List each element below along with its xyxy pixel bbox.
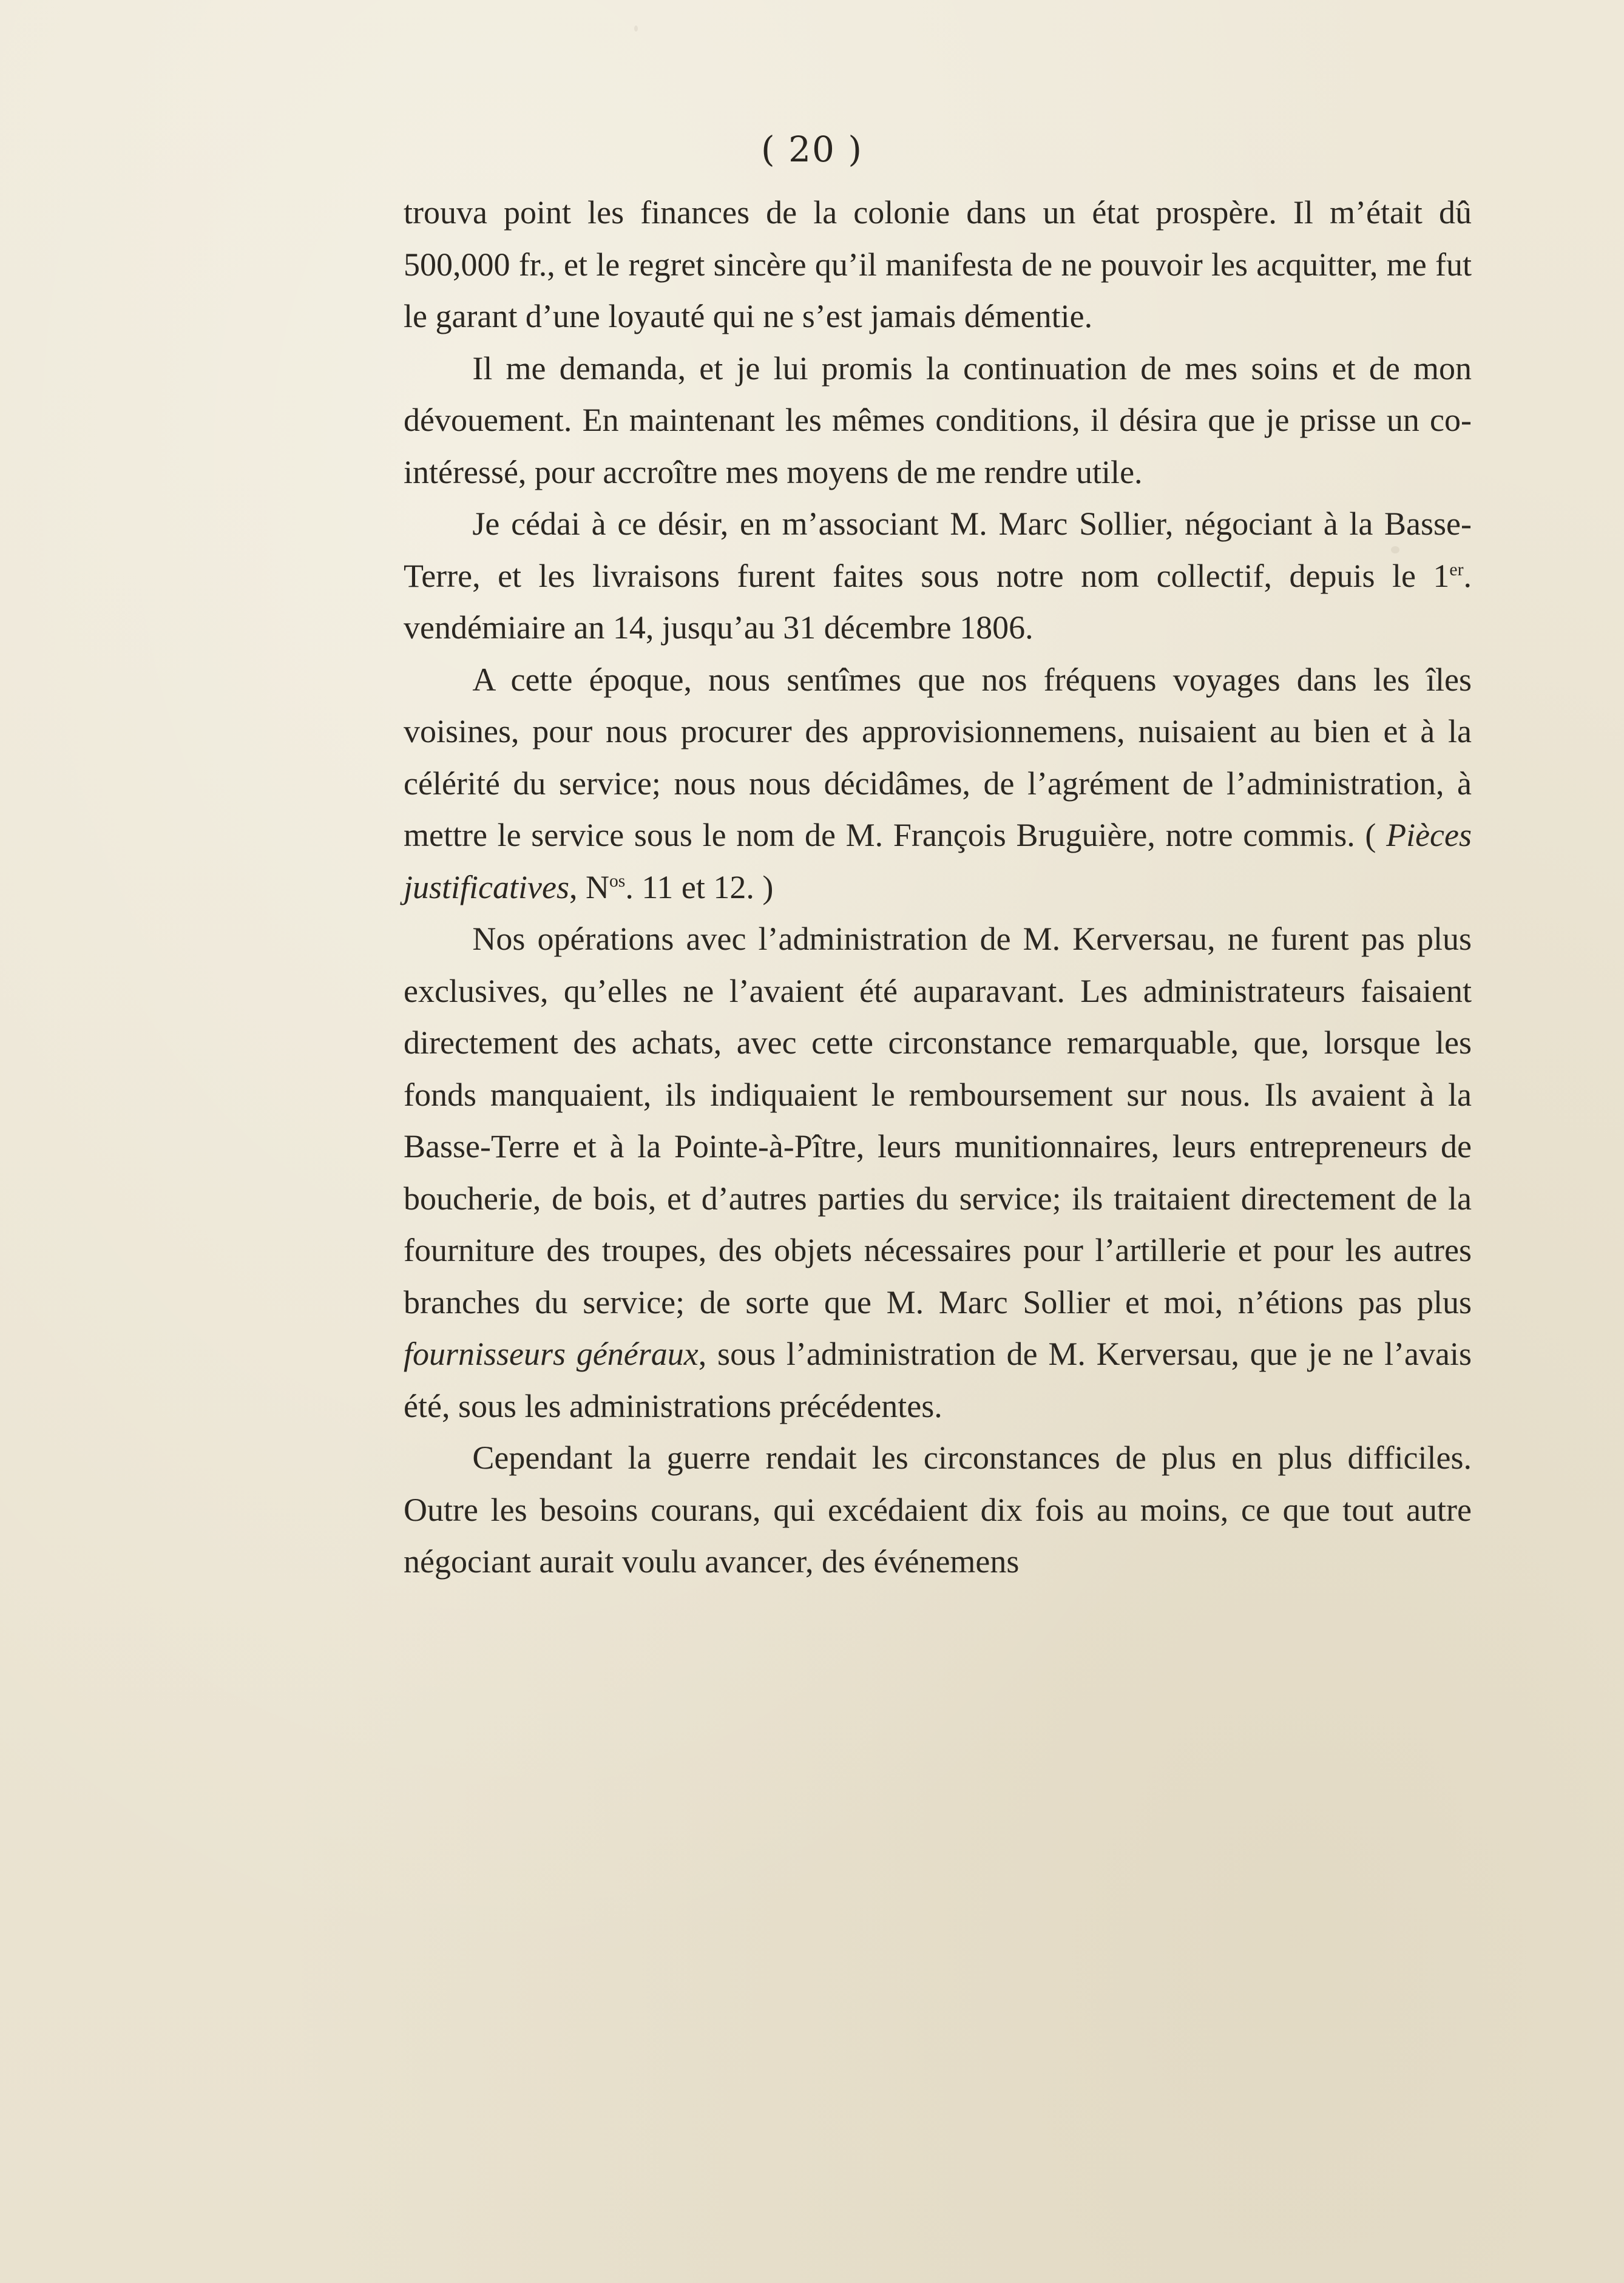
paragraph [404, 1432, 1472, 1588]
text-run: Je cédai à ce désir, en m’associant M. Marc Sollier, négociant à la Basse-Terre, et les livraisons furent faites sous notre nom collectif, depuis le 1 [404, 506, 1472, 594]
text-run: , sous l’administration de M. Kerversau, que je ne l’avais été, sous les administrations précédentes. [404, 1336, 1472, 1424]
text-run: . 11 et 12. ) [625, 868, 774, 905]
italic-phrase: fournisseurs généraux [404, 1336, 699, 1372]
text-run: , N [569, 868, 609, 905]
text-run: Il me demanda, et je lui promis la continuation de mes soins et de mon dévouement. En maintenant les mêmes conditions, il désira que je prisse un co-intéressé, pour accroître mes moyens de me rendre utile. [404, 350, 1472, 490]
paragraph [404, 187, 1472, 343]
text-run: Nos opérations avec l’administration de M. Kerversau, ne furent pas plus exclusives, qu’elles ne l’avaient été auparavant. Les administrateurs faisaient directement des achats, avec cette circonstance remarquable, que, lorsque les fonds manquaient, ils indiquaient le remboursement sur nous. Ils avaient à la Basse-Terre et à la Pointe-à-Pître, leurs munitionnaires, leurs entrepreneurs de boucherie, de bois, et d’autres parties du service; ils traitaient directement de la fourniture des troupes, des objets nécessaires pour l’artillerie et pour les autres branches du service; de sorte que M. Marc Sollier et moi, n’étions pas plus [404, 921, 1472, 1321]
text-run: . vendémiaire an 14, jusqu’au 31 décembre 1806. [404, 557, 1472, 646]
paper-stain [634, 25, 638, 32]
paragraph [404, 498, 1472, 654]
paragraph [404, 343, 1472, 499]
text-run: Cependant la guerre rendait les circonstances de plus en plus difficiles. Outre les besoins courans, qui excédaient dix fois au moins, ce que tout autre négociant aurait voulu avancer, des événemens [404, 1439, 1472, 1580]
body-text [404, 187, 1472, 1588]
italic-phrase: Pièces justificatives [404, 817, 1472, 905]
paragraph [404, 913, 1472, 1432]
superscript: os [609, 871, 626, 891]
paragraph [404, 654, 1472, 914]
text-run: A cette époque, nous sentîmes que nos fréquens voyages dans les îles voisines, pour nous procurer des approvisionnemens, nuisaient au bien et à la célérité du service; nous nous décidâmes, de l’agrément de l’administration, à mettre le service sous le nom de M. François Bruguière, notre commis. ( [404, 661, 1472, 853]
page-number: ( 20 ) [761, 129, 863, 170]
superscript: er [1449, 560, 1464, 580]
text-run: trouva point les finances de la colonie dans un état prospère. Il m’était dû 500,000 fr., et le regret sincère qu’il manifesta de ne pouvoir les acquitter, me fut le garant d’une loyauté qui ne s’est jamais démentie. [404, 194, 1472, 334]
